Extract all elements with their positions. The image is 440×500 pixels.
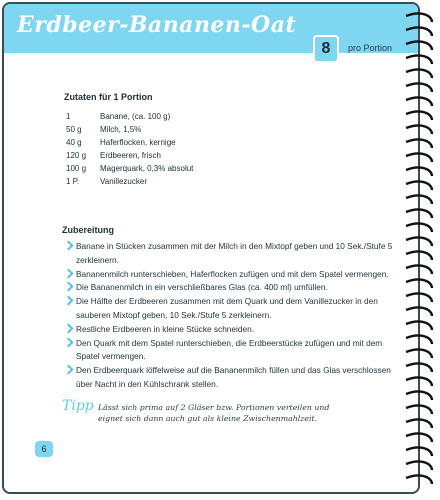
tip-text: Lässt sich prima auf 2 Gläser bzw. Portionen verteilen und eignet sich dann auch gut als kleine Zwischenmahlzeit. <box>98 403 330 423</box>
ingredient-qty: 50 g <box>66 125 82 134</box>
preparation-list <box>65 240 395 392</box>
tip-label: Tipp <box>62 398 94 414</box>
ingredient-item <box>66 162 326 175</box>
chevron-right-icon <box>64 323 74 333</box>
ingredient-item <box>66 175 326 188</box>
preparation-step-text: Den Quark mit dem Spatel runterschieben, die Erdbeerstücke zufügen und mit dem Spatel vermengen. <box>76 337 383 362</box>
ingredient-qty: 120 g <box>66 151 87 160</box>
chevron-right-icon <box>64 268 74 278</box>
preparation-step <box>65 364 395 392</box>
chevron-right-icon <box>64 337 74 347</box>
portion-count: 8 <box>313 35 339 63</box>
ingredient-text: Banane, (ca. 100 g) <box>100 112 171 121</box>
preparation-step <box>65 295 395 323</box>
ingredient-item <box>66 123 326 136</box>
chevron-right-icon <box>64 241 74 251</box>
preparation-step <box>65 240 395 268</box>
preparation-step-text: Die Hälfte der Erdbeeren zusammen mit dem Quark und dem Vanillezucker in den sauberen Mixtopf geben, 10 Sek./Stufe 5 zerkleinern. <box>76 296 378 320</box>
preparation-step <box>65 268 395 282</box>
ingredient-text: Haferflocken, kernige <box>100 138 176 147</box>
portion-label: pro Portion <box>348 43 393 53</box>
spiral-binding-icon <box>404 8 436 494</box>
preparation-step-text: Bananenmilch runterschieben, Haferflocken zufügen und mit dem Spatel vermengen. <box>76 268 389 279</box>
preparation-step-text: Die Bananenmilch in ein verschließbares Glas (ca. 400 ml) umfüllen. <box>76 282 328 293</box>
preparation-step-text: Banane in Stücken zusammen mit der Milch in den Mixtopf geben und 10 Sek./Stufe 5 zerkleinern. <box>76 241 393 265</box>
recipe-card <box>2 2 420 494</box>
chevron-right-icon <box>64 296 74 306</box>
ingredient-qty: 1 P. <box>66 177 80 186</box>
ingredient-text: Vanillezucker <box>100 177 147 186</box>
preparation-step-text: Restliche Erdbeeren in kleine Stücke schneiden. <box>76 323 255 334</box>
ingredient-item <box>66 149 326 162</box>
ingredient-text: Milch, 1,5% <box>100 125 142 134</box>
preparation-step-text: Den Erdbeerquark löffelweise auf die Bananenmilch füllen und das Glas verschlossen über Nacht in den Kühlschrank stellen. <box>76 365 391 389</box>
recipe-title: Erdbeer-Bananen-Oat <box>17 12 297 38</box>
ingredient-item <box>66 110 326 123</box>
page-number: 6 <box>35 441 53 457</box>
ingredient-item <box>66 136 326 149</box>
ingredient-qty: 40 g <box>66 138 82 147</box>
preparation-step <box>65 281 395 295</box>
preparation-step <box>65 323 395 337</box>
ingredient-qty: 100 g <box>66 164 87 173</box>
ingredients-heading: Zutaten für 1 Portion <box>64 92 153 102</box>
ingredient-text: Magerquark, 0,3% absolut <box>100 164 194 173</box>
ingredient-text: Erdbeeren, frisch <box>100 151 161 160</box>
ingredient-qty: 1 <box>66 112 71 121</box>
chevron-right-icon <box>64 282 74 292</box>
preparation-heading: Zubereitung <box>62 225 114 235</box>
ingredients-list <box>66 110 326 188</box>
chevron-right-icon <box>64 365 74 375</box>
preparation-step <box>65 337 395 365</box>
